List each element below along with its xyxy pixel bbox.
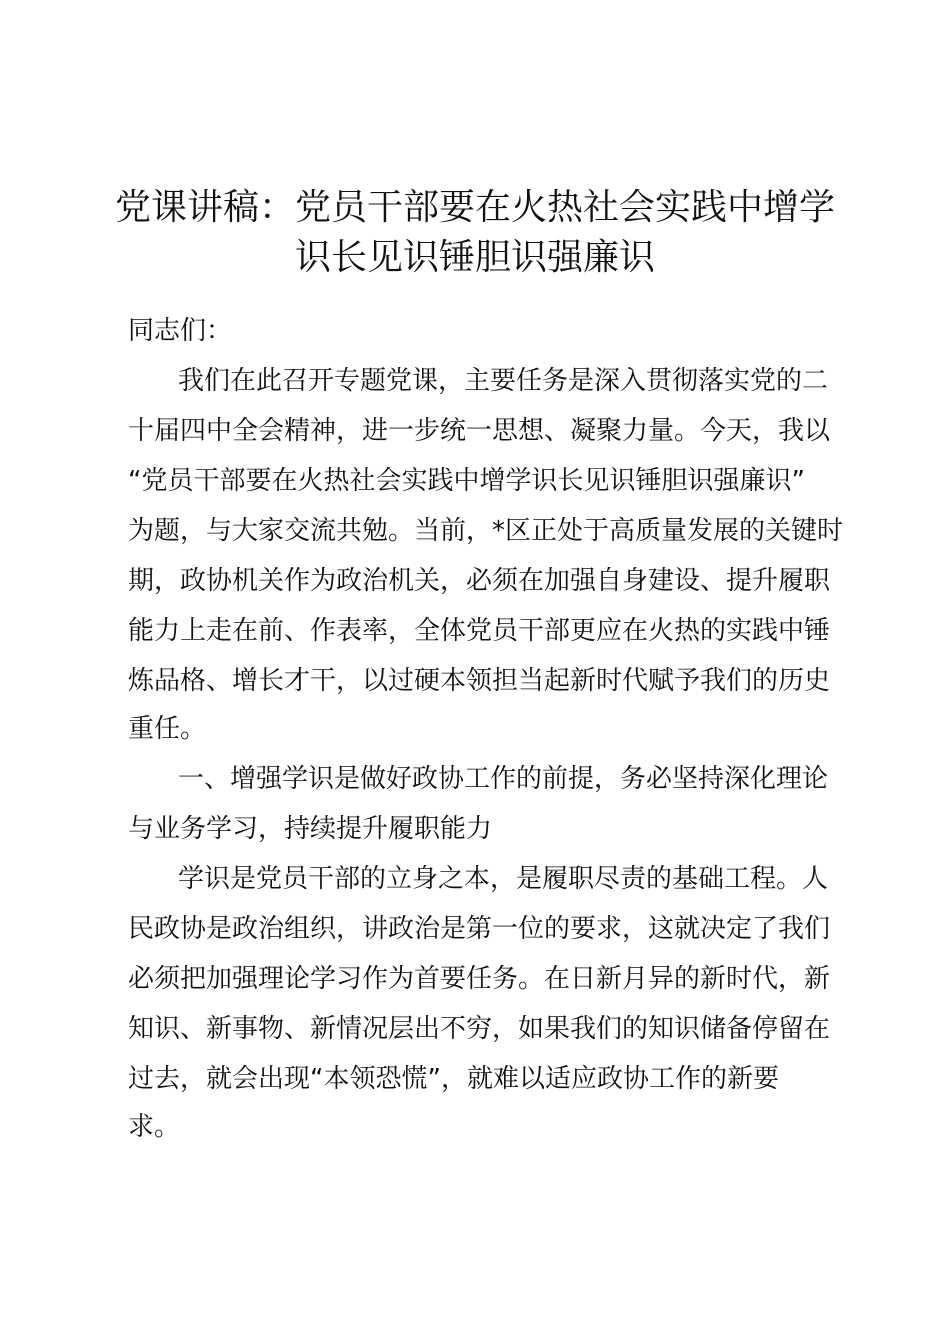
paragraph-1-line: 我们在此召开专题党课，主要任务是深入贯彻落实党的二 bbox=[178, 366, 829, 396]
section-heading-line: 与业务学习，持续提升履职能力 bbox=[128, 814, 493, 844]
paragraph-2-line: 学识是党员干部的立身之本，是履职尽责的基础工程。人 bbox=[178, 864, 829, 894]
paragraph-1-line: 期，政协机关作为政治机关，必须在加强自身建设、提升履职 bbox=[128, 566, 831, 596]
paragraph-1-line: 炼品格、增长才干，以过硬本领担当起新时代赋予我们的历史 bbox=[128, 666, 831, 696]
paragraph-2-line: 知识、新事物、新情况层出不穷，如果我们的知识储备停留在 bbox=[128, 1014, 831, 1044]
paragraph-1-line: 为题，与大家交流共勉。当前，*区正处于高质量发展的关键时 bbox=[128, 516, 844, 546]
paragraph-2-line: 求。 bbox=[128, 1112, 181, 1142]
paragraph-1-line: 十届四中全会精神，进一步统一思想、凝聚力量。今天，我以 bbox=[128, 416, 831, 446]
paragraph-2-line: 必须把加强理论学习作为首要任务。在日新月异的新时代，新 bbox=[128, 964, 831, 994]
paragraph-1-line: 能力上走在前、作表率，全体党员干部更应在火热的实践中锤 bbox=[128, 616, 831, 646]
section-heading-line: 一、增强学识是做好政协工作的前提，务必坚持深化理论 bbox=[178, 764, 829, 794]
paragraph-1-line: “党员干部要在火热社会实践中增学识长见识锤胆识强廉识” bbox=[128, 466, 805, 496]
paragraph-2-line: 民政协是政治组织，讲政治是第一位的要求，这就决定了我们 bbox=[128, 914, 831, 944]
document-title-line-2: 识长见识锤胆识强廉识 bbox=[294, 237, 655, 278]
document-title-line-1: 党课讲稿：党员干部要在火热社会实践中增学 bbox=[114, 187, 835, 228]
paragraph-1-line: 重任。 bbox=[128, 714, 207, 744]
paragraph-2-line: 过去，就会出现“本领恐慌”，就难以适应政协工作的新要 bbox=[128, 1064, 779, 1094]
salutation: 同志们： bbox=[128, 316, 233, 346]
